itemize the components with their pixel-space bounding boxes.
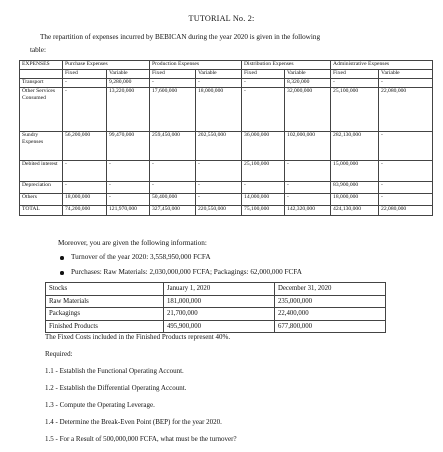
- table-row: [46, 295, 386, 308]
- table-row: [20, 194, 433, 206]
- table-cell: -: [242, 88, 285, 132]
- table-cell: -: [107, 182, 150, 194]
- table-cell: -: [379, 132, 433, 161]
- table-cell: 22,080,000: [379, 88, 433, 132]
- table-cell: -: [196, 194, 242, 206]
- table-cell: -: [196, 182, 242, 194]
- table-cell: 13,220,000: [107, 88, 150, 132]
- table-cell: -: [150, 182, 196, 194]
- intro-line-2: table:: [30, 46, 46, 54]
- required-label: Required:: [45, 350, 73, 358]
- row-label: Transport: [20, 79, 63, 88]
- table-cell: -: [379, 182, 433, 194]
- table-cell: Finished Products: [46, 320, 164, 333]
- subheader-variable: Variable: [196, 70, 242, 79]
- table-cell: 235,000,000: [275, 295, 386, 308]
- table-cell: 25,100,000: [331, 88, 379, 132]
- row-label: Sundry Expenses: [20, 132, 63, 161]
- intro-paragraph: [30, 31, 430, 57]
- subheader-variable: Variable: [379, 70, 433, 79]
- table-header-row: [20, 61, 433, 70]
- table-cell: 495,900,000: [164, 320, 275, 333]
- subheader-variable: Variable: [285, 70, 331, 79]
- subheader-fixed: Fixed: [150, 70, 196, 79]
- subheader-fixed: Fixed: [63, 70, 107, 79]
- table-cell: 21,700,000: [164, 308, 275, 321]
- subheader-empty: [20, 70, 63, 79]
- bullet-icon: [60, 256, 64, 260]
- table-cell: 18,000,000: [196, 88, 242, 132]
- table-cell: Packagings: [46, 308, 164, 321]
- table-cell: 14,000,000: [242, 194, 285, 206]
- table-cell: 74,200,000: [63, 206, 107, 216]
- row-label: TOTAL: [20, 206, 63, 216]
- table-cell: 56,200,000: [63, 132, 107, 161]
- table-cell: 142,320,000: [285, 206, 331, 216]
- table-cell: -: [63, 182, 107, 194]
- table-cell: 17,600,000: [150, 88, 196, 132]
- bullet-text: Purchases: Raw Materials: 2,030,000,000 FCFA; Packagings: 62,000,000 FCFA: [71, 268, 302, 276]
- stocks-table: [45, 282, 386, 333]
- table-cell: 18,000,000: [331, 194, 379, 206]
- table-cell: -: [196, 161, 242, 182]
- table-cell: 36,000,000: [242, 132, 285, 161]
- question-1-5: 1.5 - For a Result of 500,000,000 FCFA, what must be the turnover?: [45, 435, 237, 443]
- table-row: [20, 182, 433, 194]
- subheader-fixed: Fixed: [242, 70, 285, 79]
- table-cell: -: [379, 161, 433, 182]
- question-1-2: 1.2 - Establish the Differential Operating Account.: [45, 384, 187, 392]
- table-row: [20, 206, 433, 216]
- expenses-corner-header: EXPENSES: [20, 61, 63, 70]
- table-cell: 50,400,000: [150, 194, 196, 206]
- table-cell: 677,800,000: [275, 320, 386, 333]
- page-title: TUTORIAL No. 2:: [188, 14, 255, 23]
- table-cell: -: [379, 79, 433, 88]
- row-label: Others: [20, 194, 63, 206]
- table-row: [20, 79, 433, 88]
- more-info-text: Moreover, you are given the following information:: [58, 239, 207, 247]
- row-label: Other Services Consumed: [20, 88, 63, 132]
- table-cell: 32,000,000: [285, 88, 331, 132]
- table-cell: -: [285, 194, 331, 206]
- group-header-distribution: Distribution Expenses: [242, 61, 331, 70]
- table-cell: 259,450,000: [150, 132, 196, 161]
- table-cell: -: [379, 194, 433, 206]
- group-header-purchase: Purchase Expenses: [63, 61, 150, 70]
- row-label: Depreciation: [20, 182, 63, 194]
- bullet-text: Turnover of the year 2020: 3,558,950,000 FCFA: [71, 253, 211, 261]
- table-cell: -: [196, 79, 242, 88]
- table-cell: -: [107, 161, 150, 182]
- row-label: Debited interest: [20, 161, 63, 182]
- stocks-header-cell: December 31, 2020: [275, 283, 386, 296]
- table-cell: -: [150, 79, 196, 88]
- table-cell: -: [242, 182, 285, 194]
- table-cell: 18,000,000: [63, 194, 107, 206]
- table-cell: 75,100,000: [242, 206, 285, 216]
- table-cell: 83,900,000: [331, 182, 379, 194]
- table-cell: 121,970,000: [107, 206, 150, 216]
- list-item: [58, 265, 302, 280]
- table-cell: 327,450,000: [150, 206, 196, 216]
- stocks-header-cell: January 1, 2020: [164, 283, 275, 296]
- subheader-fixed: Fixed: [331, 70, 379, 79]
- expenses-table: [19, 60, 433, 216]
- subheader-variable: Variable: [107, 70, 150, 79]
- table-row: [46, 308, 386, 321]
- table-cell: 9,280,000: [107, 79, 150, 88]
- table-cell: -: [150, 161, 196, 182]
- table-row: [46, 320, 386, 333]
- table-cell: -: [242, 79, 285, 88]
- stocks-header-cell: Stocks: [46, 283, 164, 296]
- question-1-1: 1.1 - Establish the Functional Operating Account.: [45, 367, 184, 375]
- table-row: [20, 161, 433, 182]
- table-cell: -: [63, 88, 107, 132]
- table-cell: -: [63, 161, 107, 182]
- intro-line-1: The repartition of expenses incurred by BEBICAN during the year 2020 is given in the following: [40, 33, 321, 41]
- table-subheader-row: [20, 70, 433, 79]
- table-cell: 99,470,000: [107, 132, 150, 161]
- table-cell: 25,100,000: [242, 161, 285, 182]
- table-row: [20, 132, 433, 161]
- table-cell: 181,000,000: [164, 295, 275, 308]
- table-cell: Raw Materials: [46, 295, 164, 308]
- table-row: [20, 88, 433, 132]
- bullet-icon: [60, 271, 64, 275]
- table-cell: -: [107, 194, 150, 206]
- table-cell: 15,000,000: [331, 161, 379, 182]
- expenses-table-body: [20, 79, 433, 216]
- list-item: [58, 250, 302, 265]
- table-cell: 220,550,000: [196, 206, 242, 216]
- table-cell: 22,080,000: [379, 206, 433, 216]
- question-1-3: 1.3 - Compute the Operating Leverage.: [45, 401, 155, 409]
- table-cell: 424,130,000: [331, 206, 379, 216]
- fixed-costs-note: The Fixed Costs included in the Finished Products represent 40%.: [45, 333, 231, 341]
- table-cell: 22,400,000: [275, 308, 386, 321]
- table-cell: 8,320,000: [285, 79, 331, 88]
- table-header-row: [46, 283, 386, 296]
- table-cell: -: [285, 182, 331, 194]
- group-header-administrative: Administrative Expenses: [331, 61, 433, 70]
- table-cell: -: [63, 79, 107, 88]
- question-1-4: 1.4 - Determine the Break-Even Point (BEP) for the year 2020.: [45, 418, 222, 426]
- table-cell: -: [331, 79, 379, 88]
- table-cell: 202,550,000: [196, 132, 242, 161]
- table-cell: 282,130,000: [331, 132, 379, 161]
- table-cell: -: [285, 161, 331, 182]
- table-cell: 102,000,000: [285, 132, 331, 161]
- group-header-production: Production Expenses: [150, 61, 242, 70]
- info-bullet-list: [58, 250, 302, 280]
